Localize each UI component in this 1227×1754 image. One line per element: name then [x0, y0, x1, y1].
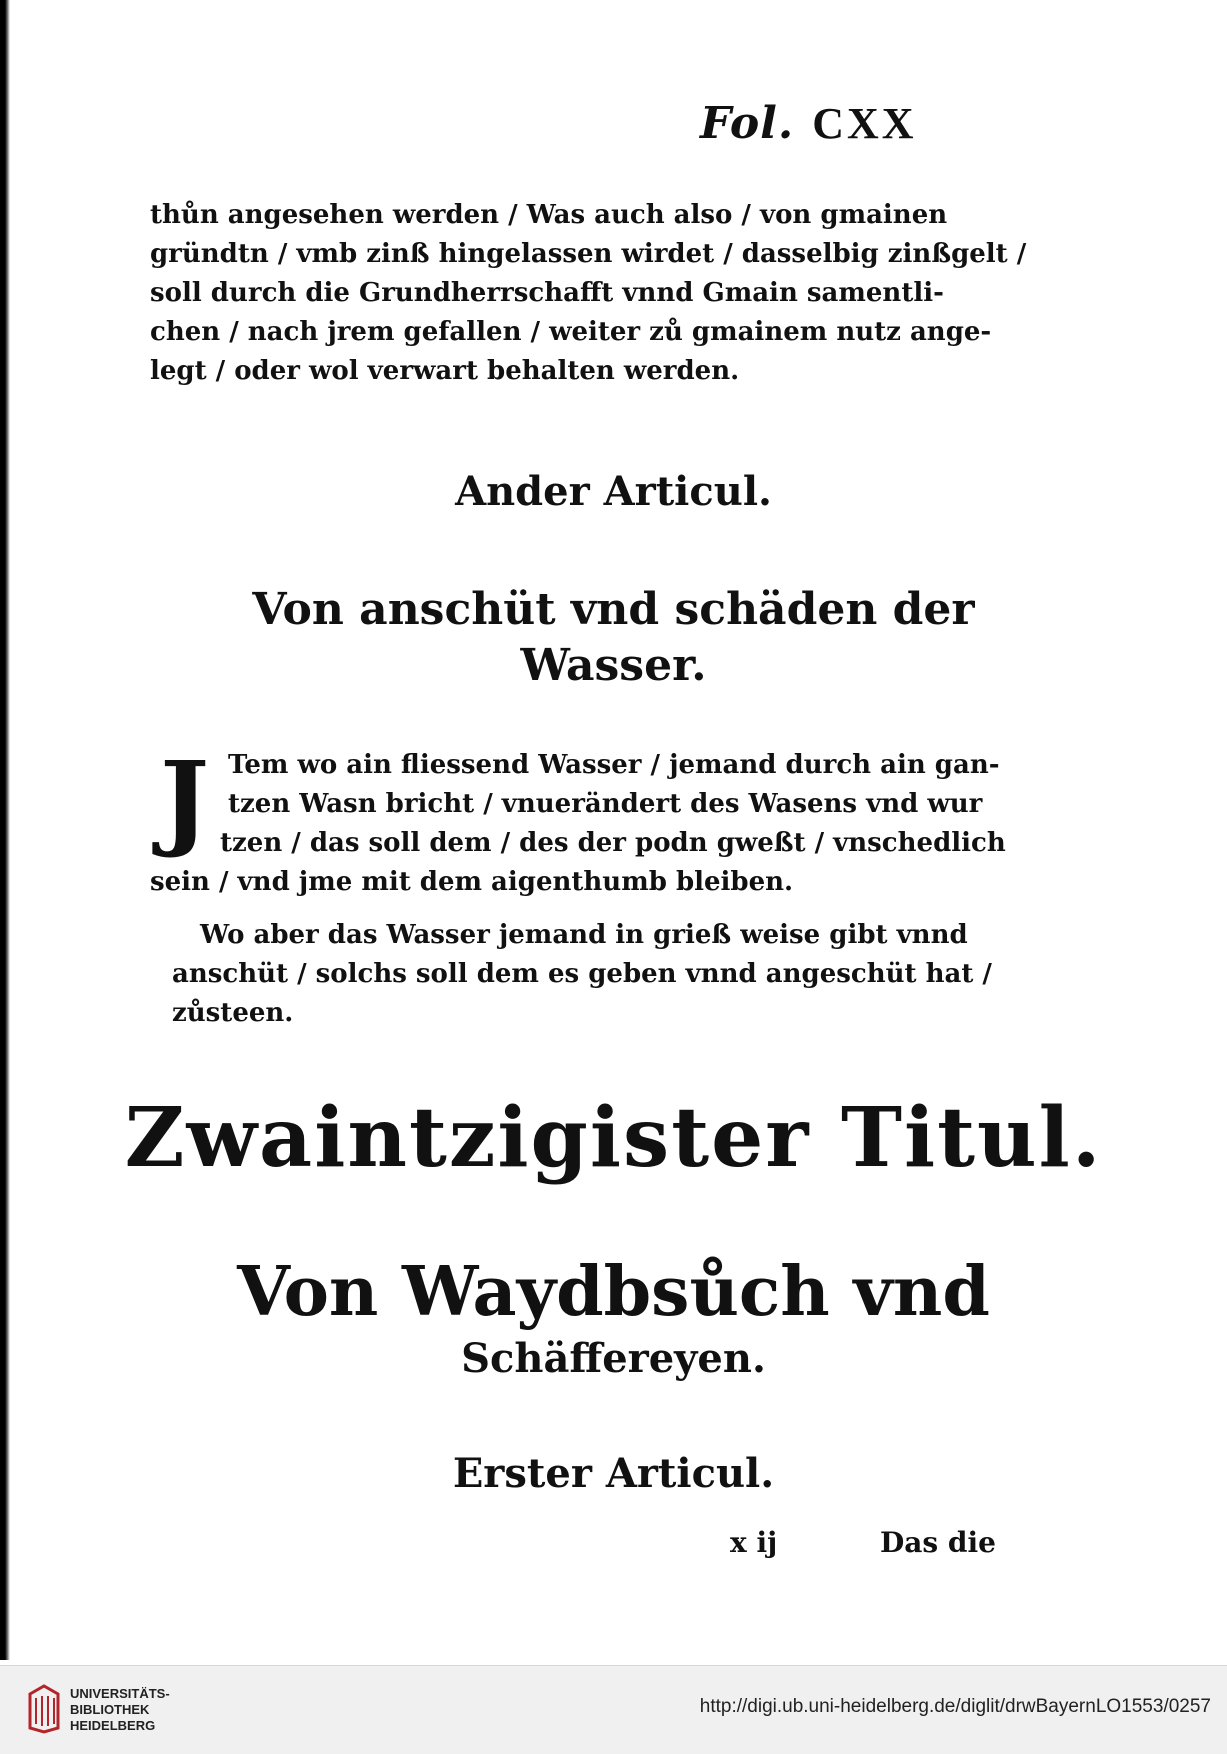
text-line: gründtn / vmb zinß hingelassen wirdet / dasselbig zinßgelt /	[150, 239, 1027, 269]
text-line: zůsteen.	[172, 998, 294, 1028]
text-line: Wo aber das Wasser jemand in grieß weise gibt vnnd	[200, 920, 968, 950]
permalink-url[interactable]: http://digi.ub.uni-heidelberg.de/diglit/drwBayernLO1553/0257	[699, 1696, 1211, 1717]
library-name-line: HEIDELBERG	[70, 1718, 156, 1733]
folio-header	[700, 98, 917, 149]
heading-ander-articul: Ander Articul.	[455, 468, 772, 515]
folio-prefix: Fol.	[700, 98, 795, 149]
signature-mark: x ij	[730, 1526, 778, 1559]
heading-zwaintzigister-titul: Zwaintzigister Titul.	[124, 1090, 1103, 1186]
text-line: tzen Wasn bricht / vnuerändert des Wasens vnd wur	[228, 789, 983, 819]
library-name-line: UNIVERSITÄTS-	[70, 1686, 170, 1701]
drop-cap: J	[160, 738, 210, 861]
heading-line: Von Waydbsůch vnd	[237, 1252, 990, 1332]
library-name-line: BIBLIOTHEK	[70, 1702, 150, 1717]
text-line: Tem wo ain fliessend Wasser / jemand durch ain gan-	[228, 750, 1000, 780]
text-line: chen / nach jrem gefallen / weiter zů gmainem nutz ange-	[150, 317, 992, 347]
paragraph-item-tem	[150, 738, 1006, 902]
text-line: sein / vnd jme mit dem aigenthumb bleiben.	[150, 867, 794, 897]
catchword: Das die	[880, 1526, 996, 1559]
library-logo-icon	[26, 1684, 62, 1734]
heading-line: Von anschüt vnd schäden der	[252, 584, 975, 635]
heading-von-waydbsuech	[0, 1250, 1227, 1384]
viewer-footer	[0, 1665, 1227, 1754]
heading-von-anschuet	[0, 582, 1227, 694]
text-line: anschüt / solchs soll dem es geben vnnd angeschüt hat /	[172, 959, 992, 989]
folio-number: CXX	[812, 99, 917, 148]
heading-line: Wasser.	[520, 640, 707, 691]
paragraph-continuation	[150, 196, 1027, 391]
paragraph-wo-aber	[150, 916, 992, 1033]
text-line: legt / oder wol verwart behalten werden.	[150, 356, 740, 386]
text-line: thůn angesehen werden / Was auch also / von gmainen	[150, 200, 948, 230]
text-line: soll durch die Grundherrschafft vnnd Gmain samentli-	[150, 278, 944, 308]
heading-erster-articul: Erster Articul.	[452, 1450, 775, 1497]
heading-line: Schäffereyen.	[461, 1335, 766, 1382]
library-name	[70, 1686, 170, 1734]
text-line: tzen / das soll dem / des der podn gweßt / vnschedlich	[220, 828, 1006, 858]
